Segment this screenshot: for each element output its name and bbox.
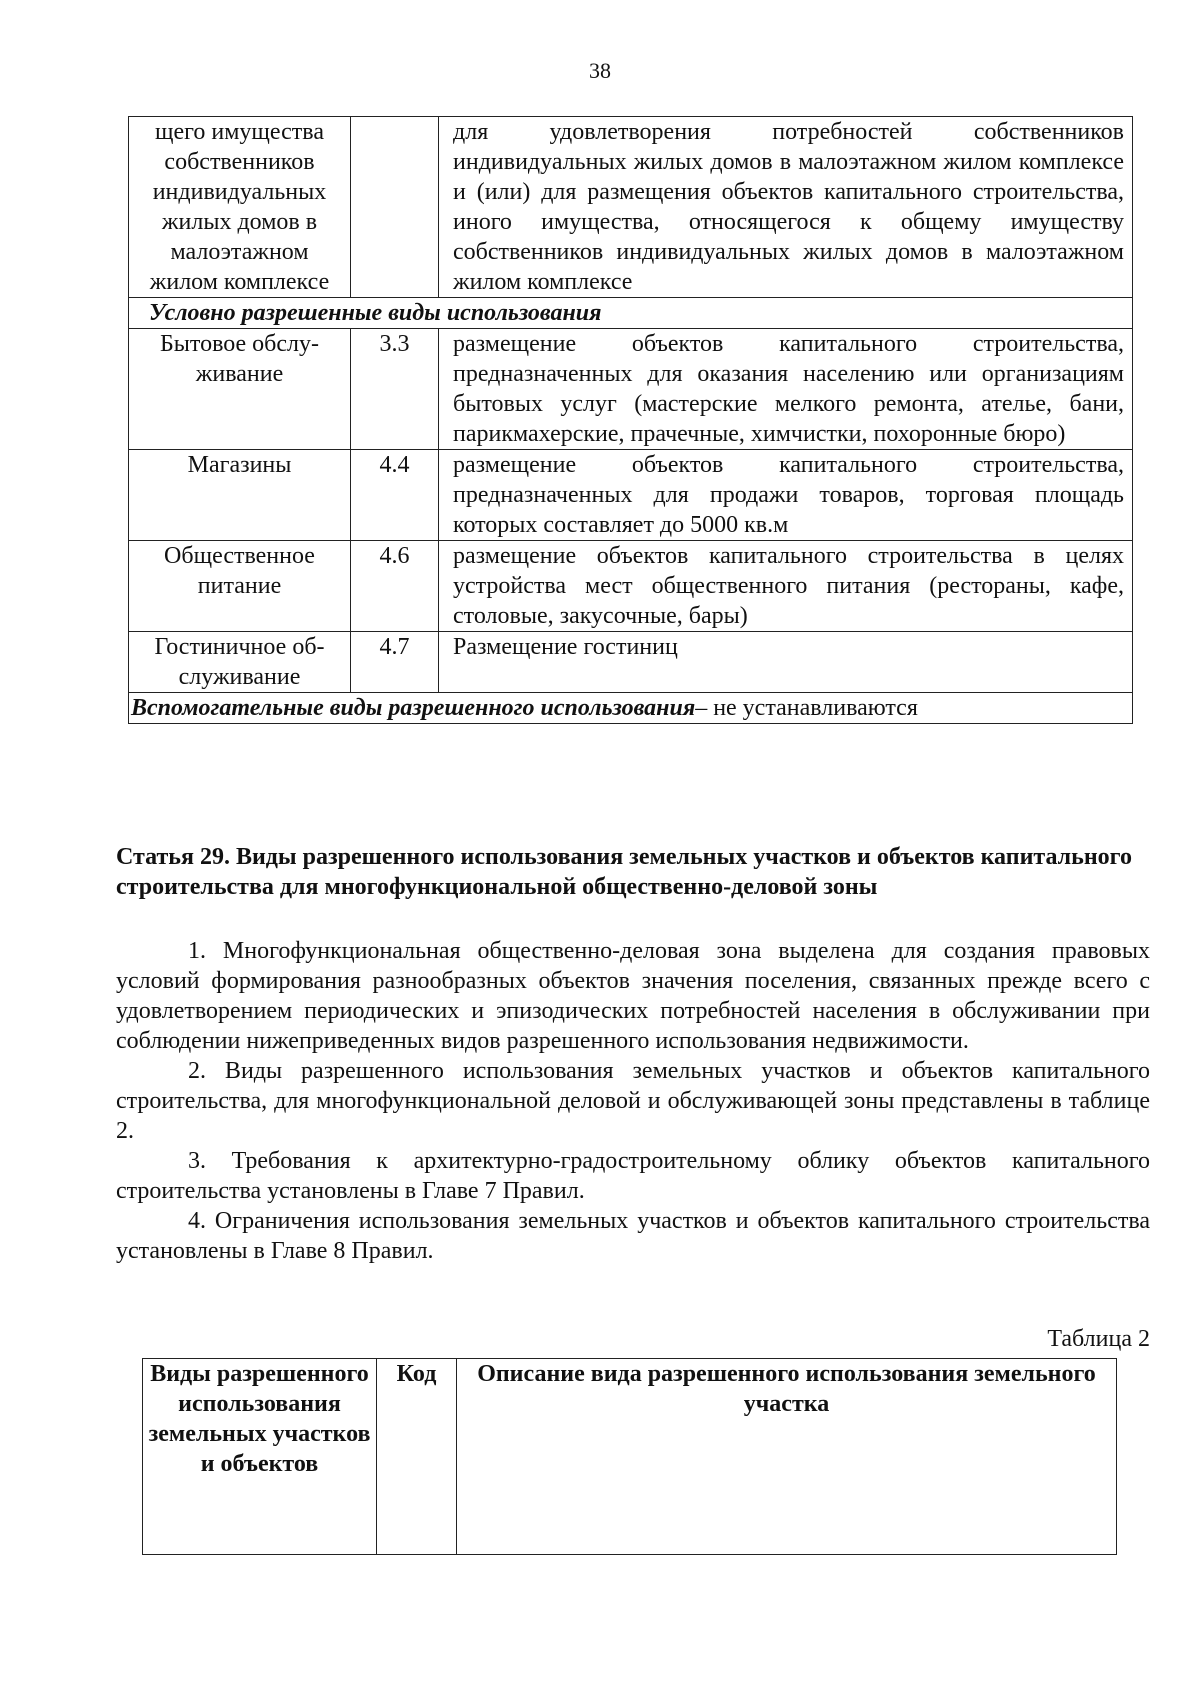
table-caption: Таблица 2 [1047, 1326, 1150, 1352]
auxiliary-uses-row [129, 693, 1133, 724]
use-type-name: Гостиничное об- служивание [129, 632, 351, 693]
table-row [129, 541, 1133, 632]
permitted-use-table [128, 116, 1133, 724]
conditional-uses-heading: Условно разрешенные виды использования [129, 298, 1133, 329]
use-type-name: Общественное питание [129, 541, 351, 632]
header-row [143, 1359, 1117, 1555]
use-type-name: щего имущества собственников индивидуальных жилых домов в малоэтажном жилом комплексе [129, 117, 351, 298]
column-header-description: Описание вида разрешенного использования земельного участка [457, 1359, 1117, 1555]
use-type-code [351, 117, 439, 298]
column-header-code: Код [377, 1359, 457, 1555]
section-row [129, 298, 1133, 329]
use-type-code: 4.7 [351, 632, 439, 693]
article-heading: Статья 29. Виды разрешенного использования земельных участков и объектов капитального строительства для многофункциональной общественно-деловой зоны [116, 844, 1132, 900]
auxiliary-uses-heading: Вспомогательные виды разрешенного использования [131, 695, 696, 721]
paragraph: 2. Виды разрешенного использования земельных участков и объектов капитального строительства, для многофункциональной деловой и обслуживающей зоны представлены в таблице 2. [116, 1058, 1150, 1144]
paragraph: 1. Многофункциональная общественно-деловая зона выделена для создания правовых условий формирования разнообразных объектов значения поселения, связанных прежде всего с удовлетворением периодических и эпизодических потребностей населения в обслуживании при соблюдении нижеприведенных видов разрешенного использования недвижимости. [116, 938, 1150, 1054]
table-row [129, 632, 1133, 693]
use-type-code: 4.4 [351, 450, 439, 541]
use-type-description: размещение объектов капитального строительства, предназначенных для оказания населению или организациям бытовых услуг (мастерские мелкого ремонта, ателье, бани, парикмахерские, прачечные, химчистки, похоронные бюро) [439, 329, 1133, 450]
use-type-name: Бытовое обслу- живание [129, 329, 351, 450]
use-type-description: Размещение гостиниц [439, 632, 1133, 693]
table-row [129, 329, 1133, 450]
use-type-code: 4.6 [351, 541, 439, 632]
table-2-header [142, 1358, 1117, 1555]
use-type-description: для удовлетворения потребностей собственников индивидуальных жилых домов в малоэтажном жилом комплексе и (или) для размещения объектов капитального строительства, иного имущества, относящегося к общему имуществу собственников индивидуальных жилых домов в малоэтажном жилом комплексе [439, 117, 1133, 298]
paragraph: 3. Требования к архитектурно-градостроительному облику объектов капитального строительства установлены в Главе 7 Правил. [116, 1148, 1150, 1204]
use-type-description: размещение объектов капитального строительства в целях устройства мест общественного питания (рестораны, кафе, столовые, закусочные, бары) [439, 541, 1133, 632]
auxiliary-uses-note: – не устанавливаются [695, 695, 918, 721]
paragraph: 4. Ограничения использования земельных участков и объектов капитального строительства установлены в Главе 8 Правил. [116, 1208, 1150, 1264]
column-header-use-types: Виды разрешенного использования земельных участков и объектов [143, 1359, 377, 1555]
use-type-name: Магазины [129, 450, 351, 541]
table-row [129, 117, 1133, 298]
page-number: 38 [589, 58, 611, 83]
use-type-description: размещение объектов капитального строительства, предназначенных для продажи товаров, торговая площадь которых составляет до 5000 кв.м [439, 450, 1133, 541]
section-row [129, 693, 1133, 724]
table-row [129, 450, 1133, 541]
article-body [116, 936, 1150, 1266]
use-type-code: 3.3 [351, 329, 439, 450]
